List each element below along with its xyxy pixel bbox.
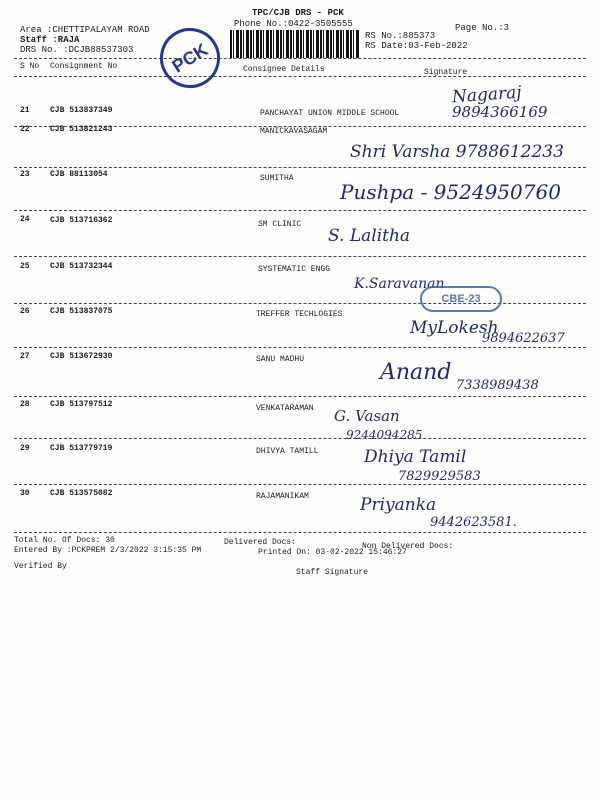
row-consignment: CJB 513797512 [50, 400, 113, 409]
row-consignment: CJB 513716362 [50, 216, 113, 225]
row-signature: Anand [380, 360, 452, 385]
row-signature-phone: 9244094285 [346, 428, 423, 442]
cbe-stamp-text: CBE-23 [441, 293, 481, 305]
row-consignee: MANICKAVASAGAM [260, 127, 328, 136]
verified-by: Verified By [14, 562, 67, 571]
row-signature: MyLokesh [410, 318, 499, 338]
page-number: Page No.:3 [455, 23, 510, 33]
printed-on: Printed On: 03-02-2022 15:46:27 [258, 548, 407, 557]
row-signature-phone: 7338989438 [456, 378, 539, 393]
delivered-docs: Delivered Docs: [224, 538, 297, 547]
barcode [230, 30, 360, 58]
row-consignment: CJB 513575082 [50, 489, 113, 498]
staff-signature: Staff Signature [296, 568, 369, 577]
row-sno: 21 [20, 106, 30, 115]
divider [14, 76, 586, 77]
divider [14, 58, 586, 59]
divider [14, 303, 586, 304]
row-consignee: TREFFER TECHLOGIES [256, 310, 343, 319]
row-signature: G. Vasan [334, 407, 400, 425]
row-consignee: DHIVYA TAMILL [256, 447, 319, 456]
row-signature: S. Lalitha [328, 226, 411, 246]
phone-number: Phone No.:0422-3505555 [234, 19, 353, 29]
row-sno: 27 [20, 352, 30, 361]
divider [14, 438, 586, 439]
total-docs: Total No. Of Docs: 30 [14, 536, 115, 545]
column-header-consignment: Consignment No [50, 62, 118, 71]
row-sno: 28 [20, 400, 30, 409]
row-consignment: CJB 513837075 [50, 307, 113, 316]
row-consignment: CJB 513821243 [50, 125, 113, 134]
row-sno: 25 [20, 262, 30, 271]
row-consignment: CJB 513837349 [50, 106, 113, 115]
row-signature-phone: 9894366169 [452, 103, 548, 121]
row-consignee: SUMITHA [260, 174, 294, 183]
row-signature: K.Saravanan [354, 276, 445, 292]
row-sno: 24 [20, 215, 30, 224]
divider [14, 396, 586, 397]
row-sno: 30 [20, 489, 30, 498]
entered-by: Entered By :PCKPREM 2/3/2022 3:15:35 PM [14, 546, 202, 555]
divider [14, 167, 586, 168]
area: Area :CHETTIPALAYAM ROAD [20, 25, 150, 35]
row-consignment: CJB 513672930 [50, 352, 113, 361]
row-signature: Dhiya Tamil [364, 447, 467, 467]
column-header-consignee: Consignee Details [243, 65, 325, 74]
document-title: TPC/CJB DRS - PCK [252, 8, 344, 18]
rs-number: RS No.:885373 [365, 31, 436, 41]
row-consignment: CJB 88113054 [50, 170, 108, 179]
divider [14, 256, 586, 257]
row-signature-phone: 9894622637 [482, 331, 565, 346]
row-signature: Nagaraj [451, 82, 523, 108]
row-consignee: SYSTEMATIC ENGG [258, 265, 331, 274]
divider [14, 347, 586, 348]
row-consignment: CJB 513732344 [50, 262, 113, 271]
row-signature: Priyanka [360, 495, 437, 515]
divider [14, 210, 586, 211]
pck-stamp-text: PCK [168, 39, 212, 77]
row-consignee: PANCHAYAT UNION MIDDLE SCHOOL [260, 109, 400, 118]
row-consignment: CJB 513779719 [50, 444, 113, 453]
row-consignee: SM CLINIC [258, 220, 302, 229]
row-consignee: RAJAMANIKAM [256, 492, 309, 501]
divider [14, 484, 586, 485]
drs-number: DRS No. :DCJB88537303 [20, 45, 134, 55]
row-consignee: VENKATARAMAN [256, 404, 314, 413]
row-sno: 23 [20, 170, 30, 179]
row-sno: 26 [20, 307, 30, 316]
row-consignee: SANU MADHU [256, 355, 305, 364]
row-sno: 29 [20, 444, 30, 453]
row-signature-phone: 9442623581. [430, 515, 517, 530]
cbe-stamp [420, 286, 502, 312]
rs-date: RS Date:03-Feb-2022 [365, 41, 468, 51]
row-signature: Shri Varsha 9788612233 [350, 142, 564, 162]
staff: Staff :RAJA [20, 35, 80, 45]
non-delivered-docs: Non Delivered Docs: [362, 542, 454, 551]
column-header-sno: S No [20, 62, 40, 71]
row-signature: Pushpa - 9524950760 [340, 180, 561, 204]
column-header-signature: Signature [424, 68, 468, 77]
row-sno: 22 [20, 125, 30, 134]
divider [14, 532, 586, 533]
row-signature-phone: 7829929583 [398, 469, 481, 484]
